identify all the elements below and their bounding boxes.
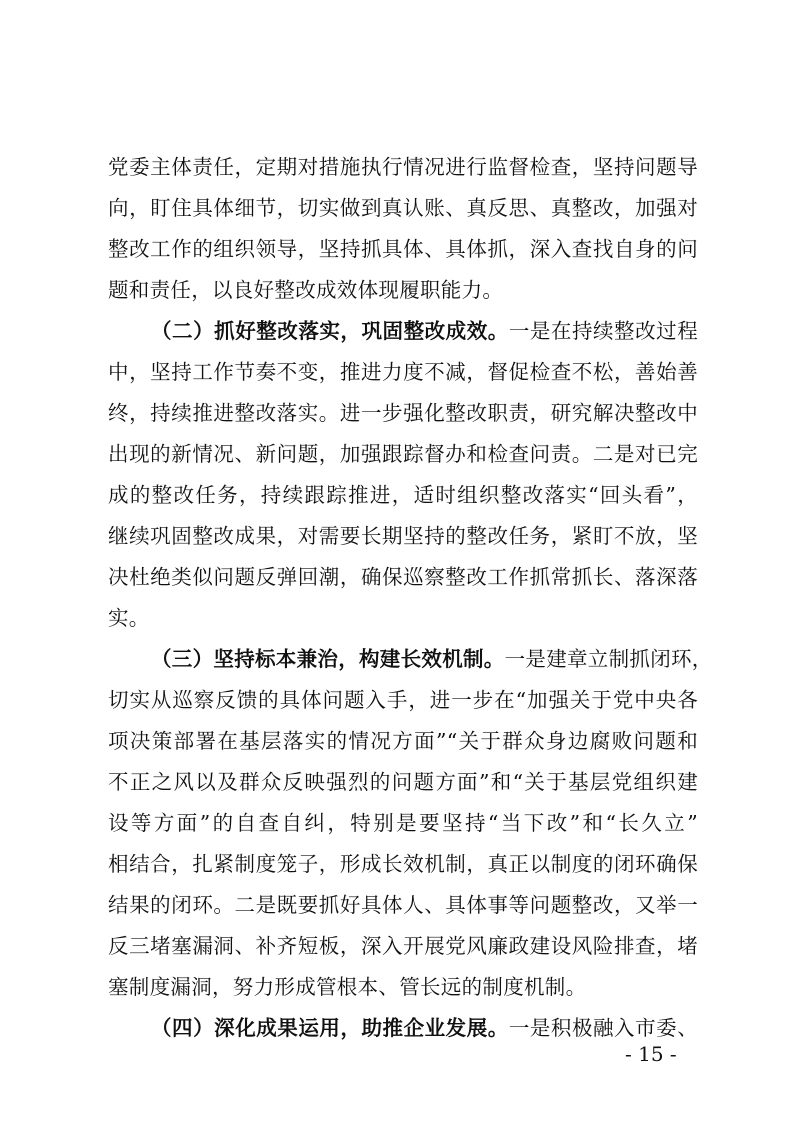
section-heading-4: （四）深化成果运用，助推企业发展。: [151, 1016, 509, 1040]
text-line: 出现的新情况、新问题，加强跟踪督办和检查问责。二是对已完: [108, 442, 698, 466]
text-line: 成的整改任务，持续跟踪推进，适时组织整改落实“回头看”，: [108, 483, 698, 507]
paragraph-1: [108, 147, 698, 311]
text-line: 塞制度漏洞，努力形成管根本、管长远的制度机制。: [108, 975, 587, 999]
paragraph-4: [108, 1008, 698, 1049]
text-line: 结果的闭环。二是既要抓好具体人、具体事等问题整改，又举一: [108, 893, 698, 917]
text-line: 整改工作的组织领导，坚持抓具体、具体抓，深入查找自身的问: [108, 237, 698, 261]
text-line: 不正之风以及群众反映强烈的问题方面”和“关于基层党组织建: [108, 770, 698, 794]
text-line: 设等方面”的自查自纠，特别是要坚持“当下改”和“长久立”: [108, 811, 698, 835]
section-heading-2: （二）抓好整改落实，巩固整改成效。: [151, 319, 509, 343]
text-run: 一是积极融入市委、: [508, 1016, 698, 1040]
page-number: - 15 -: [625, 1042, 677, 1066]
text-line: 题和责任，以良好整改成效体现履职能力。: [108, 278, 504, 302]
text-line: 向，盯住具体细节，切实做到真认账、真反思、真整改，加强对: [108, 196, 698, 220]
document-body: [108, 147, 713, 1049]
text-line: 反三堵塞漏洞、补齐短板，深入开展党风廉政建设风险排查，堵: [108, 934, 698, 958]
text-line: 决杜绝类似问题反弹回潮，确保巡察整改工作抓常抓长、落深落: [108, 565, 698, 589]
text-line: 切实从巡察反馈的具体问题入手，进一步在“加强关于党中央各: [108, 688, 698, 712]
text-line: 相结合，扎紧制度笼子，形成长效机制，真正以制度的闭环确保: [108, 852, 698, 876]
text-run: 一是在持续整改过程: [508, 319, 698, 343]
text-line: 继续巩固整改成果，对需要长期坚持的整改任务，紧盯不放，坚: [108, 524, 698, 548]
paragraph-3: [108, 639, 713, 1008]
text-line: 终，持续推进整改落实。进一步强化整改职责，研究解决整改中: [108, 401, 698, 425]
text-line: [108, 1008, 698, 1049]
text-line: 实。: [108, 606, 150, 630]
text-line: 党委主体责任，定期对措施执行情况进行监督检查，坚持问题导: [108, 155, 698, 179]
text-line: 项决策部署在基层落实的情况方面”“关于群众身边腐败问题和: [108, 729, 698, 753]
text-line: [108, 639, 713, 680]
text-line: [108, 311, 698, 352]
text-run: 一是建章立制抓闭环，: [504, 647, 713, 671]
section-heading-3: （三）坚持标本兼治，构建长效机制。: [151, 647, 505, 671]
text-line: 中，坚持工作节奏不变，推进力度不减，督促检查不松，善始善: [108, 360, 698, 384]
paragraph-2: [108, 311, 698, 639]
